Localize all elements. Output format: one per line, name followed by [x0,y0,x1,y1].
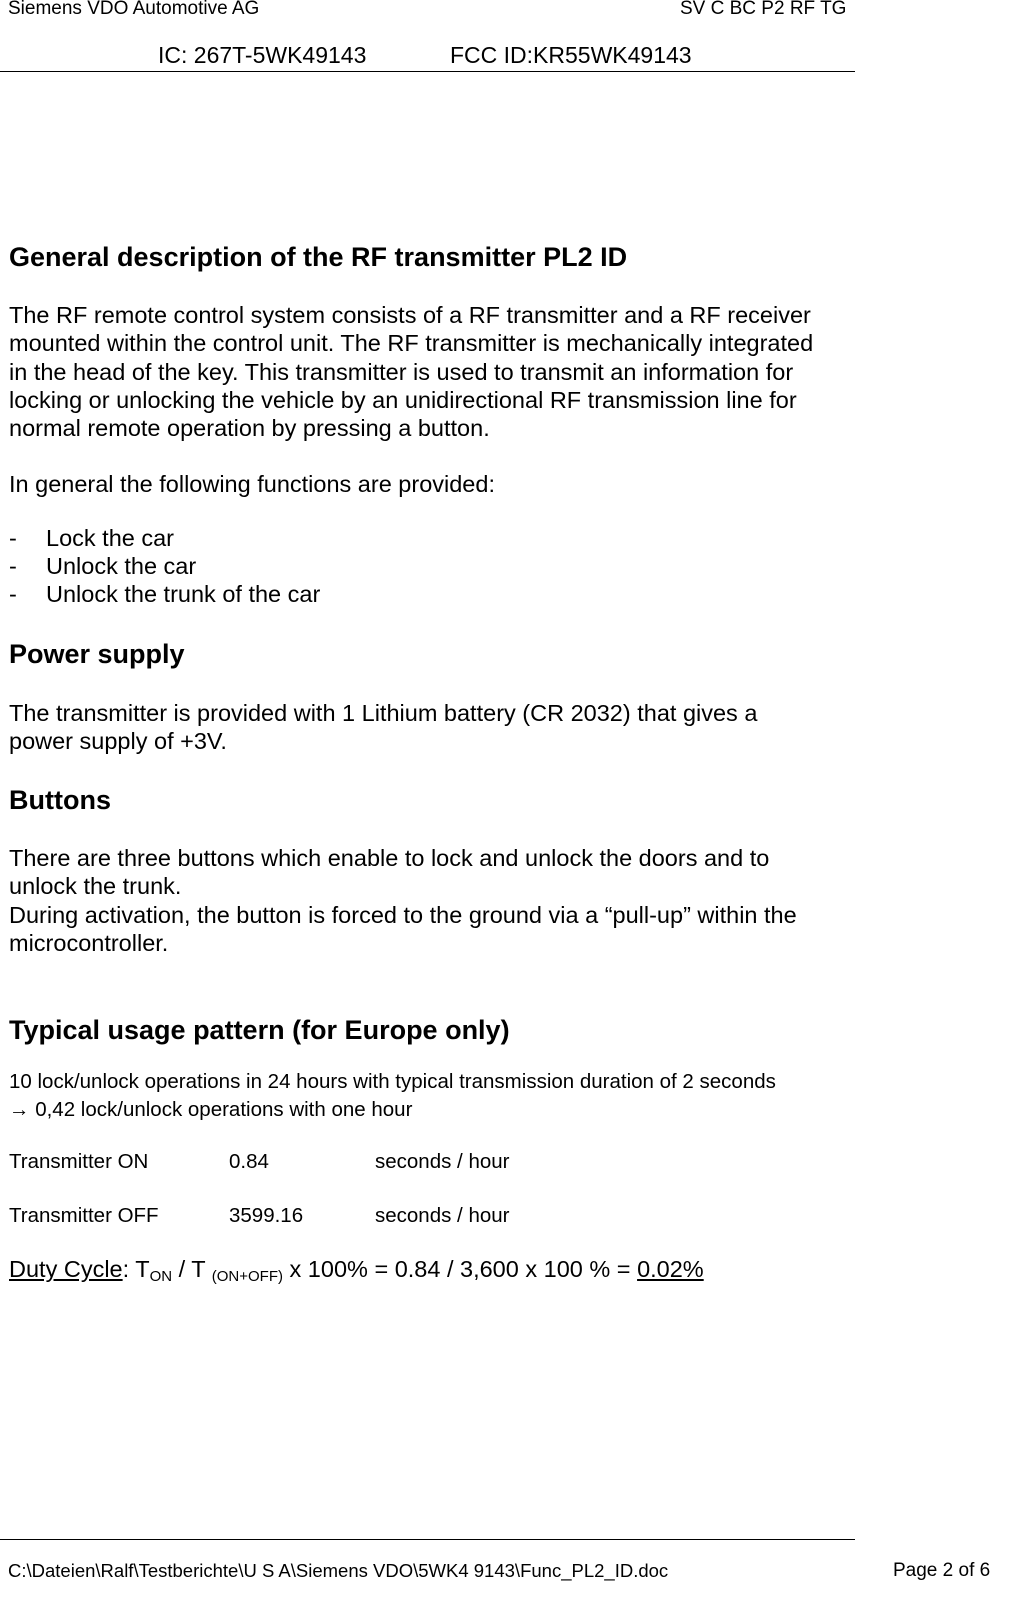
duty-result: 0.02% [637,1256,704,1282]
buttons-line: unlock the trunk. [9,873,182,900]
list-dash: - [9,553,17,579]
usage-paragraph [9,1068,776,1124]
header-department: SV C BC P2 RF TG [680,0,847,19]
buttons-line: There are three buttons which enable to lock and unlock the doors and to [9,845,770,871]
general-line: The RF remote control system consists of a RF transmitter and a RF receiver [9,302,811,328]
usage-line: 10 lock/unlock operations in 24 hours with typical transmission duration of 2 seconds [9,1070,776,1093]
general-line: locking or unlocking the vehicle by an unidirectional RF transmission line for [9,386,797,413]
function-item [9,553,196,580]
footer-rule [0,1539,855,1540]
list-dash: - [9,525,17,551]
power-heading: Power supply [9,639,185,669]
duty-colon: : T [122,1256,150,1282]
ic-number: IC: 267T-5WK49143 [158,42,367,68]
power-line: power supply of +3V. [9,728,227,755]
function-label: Unlock the trunk of the car [46,581,321,607]
general-paragraph [9,301,813,442]
duty-cycle-line [9,1255,704,1291]
function-label: Lock the car [46,525,175,551]
power-paragraph [9,699,757,756]
usage-line: → 0,42 lock/unlock operations with one hour [9,1098,413,1121]
row-label: Transmitter OFF [9,1204,159,1227]
buttons-line: During activation, the button is forced to the ground via a “pull-up” within the [9,901,797,928]
general-line: mounted within the control unit. The RF transmitter is mechanically integrated [9,330,814,357]
subscript-total: (ON+OFF) [211,1268,283,1285]
header-company: Siemens VDO Automotive AG [8,0,260,19]
footer-file-path: C:\Dateien\Ralf\Testberichte\U S A\Siemens VDO\5WK4 9143\Func_PL2_ID.doc [8,1560,669,1581]
row-unit: seconds / hour [375,1150,510,1173]
buttons-heading: Buttons [9,785,111,815]
buttons-line: microcontroller. [9,929,169,956]
function-item [9,581,320,608]
function-label: Unlock the car [46,553,197,579]
buttons-paragraph [9,844,797,957]
row-value: 0.84 [229,1150,269,1173]
general-heading: General description of the RF transmitter PL2 ID [9,242,628,272]
header-rule [0,71,855,72]
usage-heading: Typical usage pattern (for Europe only) [9,1015,510,1045]
row-unit: seconds / hour [375,1204,510,1227]
row-label: Transmitter ON [9,1150,149,1173]
page-number: Page 2 of 6 [893,1560,991,1581]
row-value: 3599.16 [229,1204,304,1227]
general-line: normal remote operation by pressing a button. [9,415,490,442]
duty-slash: / T [172,1256,212,1282]
list-dash: - [9,581,17,607]
power-line: The transmitter is provided with 1 Lithium battery (CR 2032) that gives a [9,700,758,726]
subscript-on: ON [149,1268,173,1285]
fcc-id: FCC ID:KR55WK49143 [450,42,692,68]
functions-intro: In general the following functions are provided: [9,471,495,497]
general-line: in the head of the key. This transmitter is used to transmit an information for [9,358,794,385]
duty-formula: x 100% = 0.84 / 3,600 x 100 % = [283,1256,638,1282]
function-item [9,525,174,552]
duty-cycle-label: Duty Cycle [9,1256,123,1282]
